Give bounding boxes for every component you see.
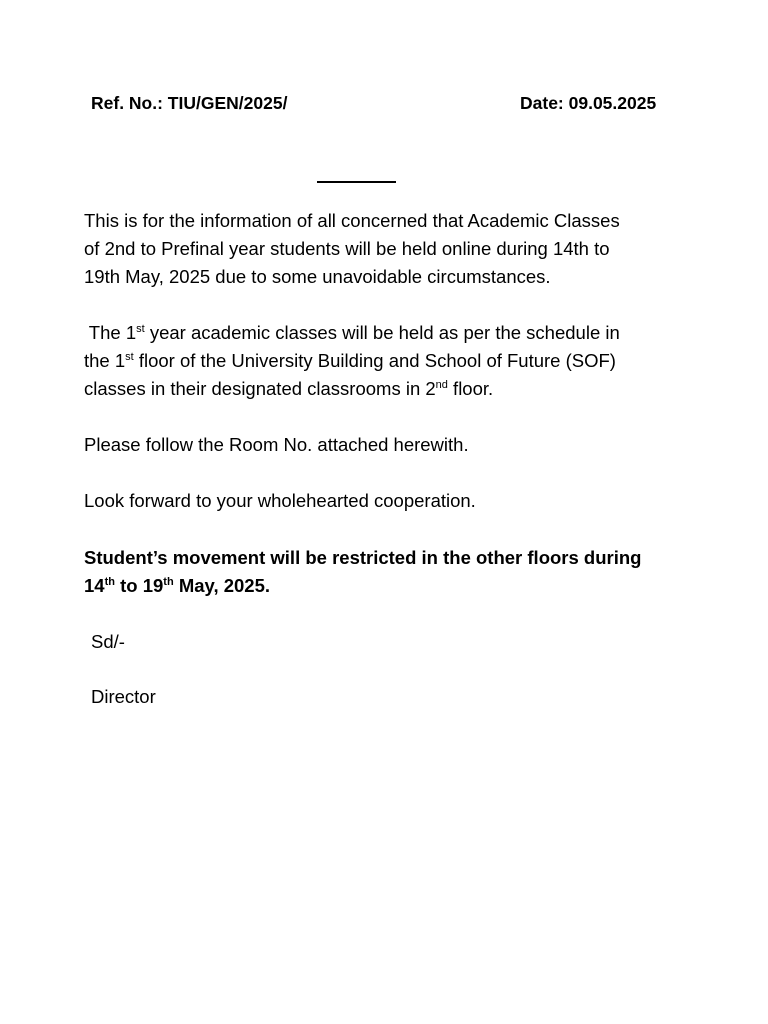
paragraph-online-classes (84, 207, 684, 291)
text-fragment: classes in their designated classrooms in 2 (84, 378, 436, 399)
text-fragment: The 1 (84, 322, 137, 343)
paragraph-line: of 2nd to Prefinal year students will be held online during 14th to (84, 238, 610, 259)
signatory-designation: Director (91, 686, 156, 707)
text-fragment: to 19 (114, 575, 164, 596)
ordinal-suffix: th (104, 575, 115, 588)
paragraph-first-year-schedule (84, 319, 684, 403)
ordinal-suffix: th (163, 575, 174, 588)
ordinal-suffix: nd (435, 378, 448, 391)
paragraph-room-number: Please follow the Room No. attached herewith. (84, 434, 469, 455)
paragraph-movement-restriction (84, 544, 684, 600)
paragraph-cooperation: Look forward to your wholehearted cooperation. (84, 490, 476, 511)
text-fragment: 14 (84, 575, 105, 596)
text-fragment: floor. (447, 378, 494, 399)
paragraph-line (84, 375, 684, 403)
paragraph-line: This is for the information of all concerned that Academic Classes (84, 210, 620, 231)
reference-number: Ref. No.: TIU/GEN/2025/ (91, 93, 288, 113)
text-fragment: May, 2025. (173, 575, 271, 596)
paragraph-line: 19th May, 2025 due to some unavoidable circumstances. (84, 266, 551, 287)
paragraph-line (84, 572, 684, 600)
notice-date: Date: 09.05.2025 (520, 93, 657, 113)
text-fragment: the 1 (84, 350, 126, 371)
paragraph-line (84, 347, 684, 375)
ordinal-suffix: st (136, 322, 145, 335)
signature-sd: Sd/- (91, 631, 125, 652)
title-underline-divider (317, 181, 396, 183)
paragraph-line (84, 319, 684, 347)
paragraph-line: Student’s movement will be restricted in the other floors during (84, 547, 642, 568)
text-fragment: year academic classes will be held as per the schedule in (144, 322, 620, 343)
ordinal-suffix: st (125, 350, 134, 363)
text-fragment: floor of the University Building and School of Future (SOF) (133, 350, 616, 371)
